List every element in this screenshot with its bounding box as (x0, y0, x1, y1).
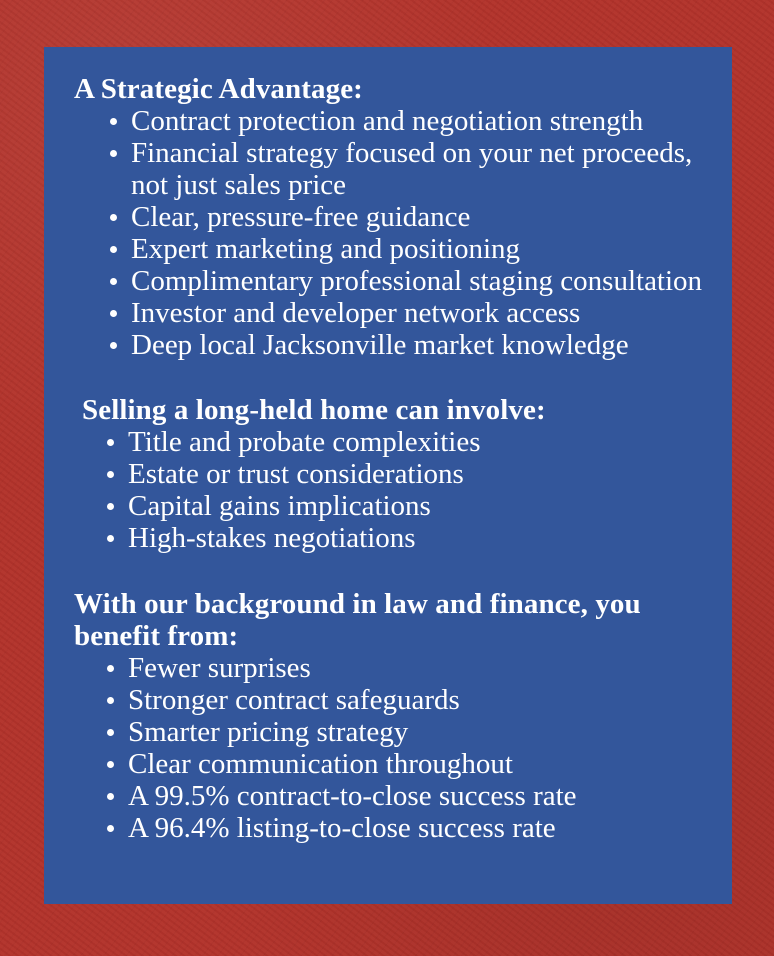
section-heading: A Strategic Advantage: (74, 73, 363, 105)
list-item: Complimentary professional staging consultation (106, 265, 732, 297)
list-item: Investor and developer network access (106, 297, 732, 329)
section-heading: Selling a long-held home can involve: (82, 394, 546, 426)
bullet-list (74, 652, 732, 844)
section-heading: With our background in law and finance, you benefit from: (74, 588, 641, 652)
list-item: Stronger contract safeguards (103, 684, 732, 716)
strategic-advantage-section (74, 73, 732, 361)
list-item: Estate or trust considerations (103, 458, 732, 490)
list-item: A 96.4% listing-to-close success rate (103, 812, 732, 844)
long-held-home-section (74, 394, 732, 554)
list-item: Deep local Jacksonville market knowledge (106, 329, 732, 361)
list-item: Title and probate complexities (103, 426, 732, 458)
list-item: Smarter pricing strategy (103, 716, 732, 748)
bullet-list (74, 105, 732, 361)
list-item: Financial strategy focused on your net proceeds, not just sales price (106, 137, 732, 201)
list-item: Clear communication throughout (103, 748, 732, 780)
list-item: Capital gains implications (103, 490, 732, 522)
list-item: Clear, pressure-free guidance (106, 201, 732, 233)
list-item: A 99.5% contract-to-close success rate (103, 780, 732, 812)
list-item: High-stakes negotiations (103, 522, 732, 554)
law-finance-benefits-section (74, 588, 732, 844)
content-panel (44, 47, 732, 904)
list-item: Contract protection and negotiation strength (106, 105, 732, 137)
bullet-list (74, 426, 732, 554)
list-item: Expert marketing and positioning (106, 233, 732, 265)
list-item: Fewer surprises (103, 652, 732, 684)
